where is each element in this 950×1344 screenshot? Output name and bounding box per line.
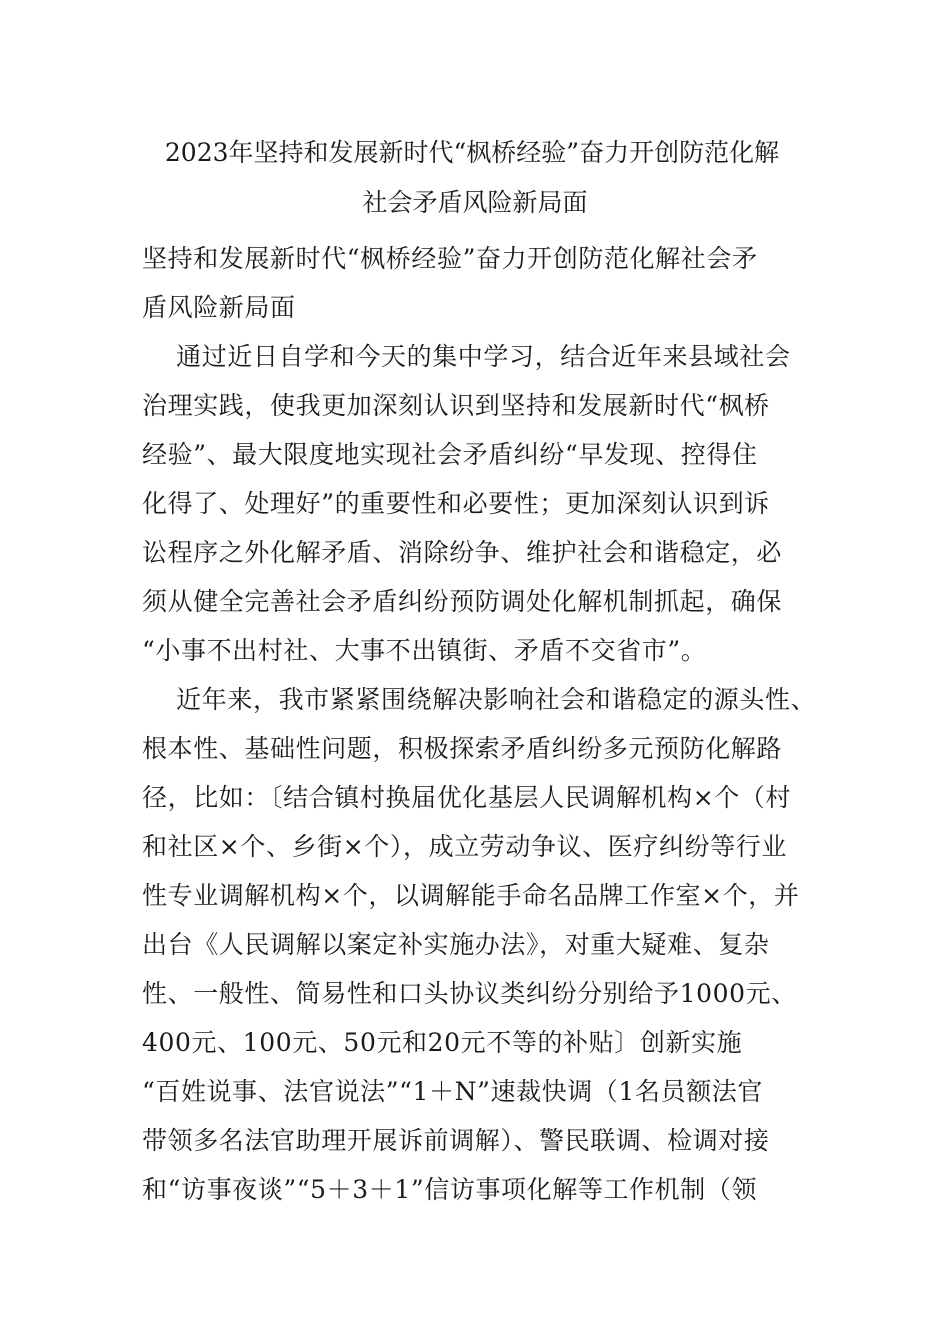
paragraph-1-line-4: 化得了、处理好”的重要性和必要性；更加深刻认识到诉 <box>142 489 770 518</box>
subtitle-line-2: 盾风险新局面 <box>142 293 296 322</box>
paragraph-2-line-8: 400元、100元、50元和20元不等的补贴〕创新实施 <box>142 1028 743 1057</box>
paragraph-2-line-3: 径，比如：〔结合镇村换届优化基层人民调解机构×个（村 <box>142 783 792 812</box>
paragraph-2-line-2: 根本性、基础性问题，积极探索矛盾纠纷多元预防化解路 <box>142 734 783 763</box>
paragraph-1-line-7: “小事不出村社、大事不出镇街、矛盾不交省市”。 <box>142 636 707 665</box>
paragraph-2-line-6: 出台《人民调解以案定补实施办法》，对重大疑难、复杂 <box>142 930 770 959</box>
paragraph-1-line-5: 讼程序之外化解矛盾、消除纷争、维护社会和谐稳定，必 <box>142 538 783 567</box>
paragraph-2-line-11: 和“访事夜谈”“5＋3＋1”信访事项化解等工作机制（领 <box>142 1175 758 1204</box>
document-title-line-2: 社会矛盾风险新局面 <box>362 188 588 217</box>
paragraph-2-line-7: 性、一般性、简易性和口头协议类纠纷分别给予1000元、 <box>142 979 797 1008</box>
paragraph-1-line-3: 经验”、最大限度地实现社会矛盾纠纷“早发现、控得住 <box>142 440 758 469</box>
paragraph-1-line-6: 须从健全完善社会矛盾纠纷预防调处化解机制抓起，确保 <box>142 587 783 616</box>
paragraph-2-line-4: 和社区×个、乡街×个），成立劳动争议、医疗纠纷等行业 <box>142 832 787 861</box>
paragraph-2-line-10: 带领多名法官助理开展诉前调解）、警民联调、检调对接 <box>142 1126 770 1155</box>
paragraph-1-line-1: 通过近日自学和今天的集中学习，结合近年来县域社会 <box>142 342 791 371</box>
paragraph-2-line-1: 近年来，我市紧紧围绕解决影响社会和谐稳定的源头性、 <box>142 685 817 714</box>
subtitle-line-1: 坚持和发展新时代“枫桥经验”奋力开创防范化解社会矛 <box>142 244 758 273</box>
document-title-line-1: 2023年坚持和发展新时代“枫桥经验”奋力开创防范化解 <box>164 138 780 167</box>
paragraph-2-line-5: 性专业调解机构×个，以调解能手命名品牌工作室×个，并 <box>142 881 800 910</box>
paragraph-2-line-9: “百姓说事、法官说法”“1＋N”速裁快调（1名员额法官 <box>142 1077 764 1106</box>
paragraph-1-line-2: 治理实践，使我更加深刻认识到坚持和发展新时代“枫桥 <box>142 391 770 420</box>
